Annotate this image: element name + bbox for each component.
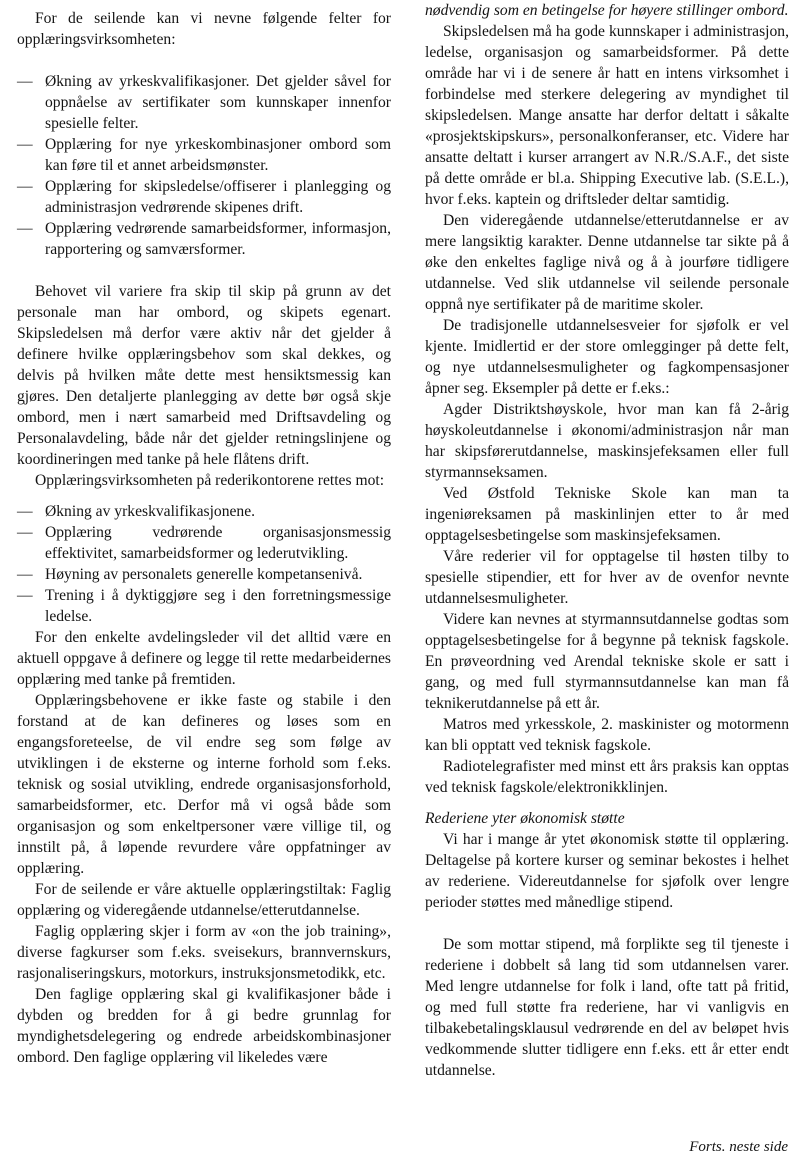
- dash-bullet: —: [17, 136, 33, 153]
- list-item: [17, 501, 391, 522]
- list-item-text: Opplæring vedrørende samarbeidsformer, informasjon, rapportering og samværsformer.: [45, 220, 391, 258]
- paragraph-behovet: Behovet vil variere fra skip til skip på grunn av det personale man har ombord, og skipets egenart. Skipsledelsen må derfor være aktiv når det gjelder å definere hvilke opplæringsbehov som skal dekkes, og delvis på hvilken måte dette mest hensiktsmessig kan gjøres. Den detaljerte planlegging av dette bør også skje ombord, men i nært samarbeid med Driftsavdeling og Personalavdeling, både når det gjelder retningslinjene og koordineringen med tanke på hele flåtens drift.: [17, 283, 391, 468]
- list-item: [17, 585, 391, 627]
- paragraph-stipend: De som mottar stipend, må forplikte seg til tjeneste i rederiene i dobbelt så lang tid som utdannelsen varer. Med lengre utdannelse for folk i land, ofte tatt på fritid, og med full støtte fra rederiene, har vi vanligvis en tilbakebetalingsklausul vedrørende en del av beløpet hvis vedkommende slutter tidligere enn f.eks. ett år etter endt utdannelse.: [425, 936, 789, 1079]
- paragraph-tradisjonelle: De tradisjonelle utdannelsesveier for sjøfolk er vel kjente. Imidlertid er der store omlegginger på dette felt, og nye utdannelsesmuligheter og fagkompensasjoner åpner seg. Eksempler på dette er f.eks.:: [425, 317, 789, 397]
- paragraph-rederikontorene: Opplæringsvirksomheten på rederikontorene rettes mot:: [35, 472, 385, 489]
- list-item-text: Opplæring for skipsledelse/offiserer i planlegging og administrasjon vedrørende skipenes drift.: [45, 178, 391, 216]
- list-item-text: Økning av yrkeskvalifikasjonene.: [45, 503, 256, 520]
- left-column: [17, 0, 391, 1068]
- dash-bullet: —: [17, 220, 33, 237]
- list-item-text: Høyning av personalets generelle kompetansenivå.: [45, 566, 363, 583]
- paragraph-skipsledelsen: Skipsledelsen må ha gode kunnskaper i administrasjon, ledelse, organisasjon og samarbeidsformer. På dette område har vi i de senere år hatt en intens virksomhet i forbindelse med sterkere delegering av myndighet til skipsledelsen. Mange ansatte har derfor deltatt i såkalte «prosjektskipskurs», personalkonferanser, etc. Videre har ansatte deltatt i kurser arrangert av N.R./S.A.F., det siste på dette område er bl.a. Shipping Executive lab. (S.E.L.), hvor f.eks. kaptein og driftsleder deltar samtidig.: [425, 23, 789, 208]
- paragraph-radiotelegrafister: Radiotelegrafister med minst ett års praksis kan opptas ved teknisk fagskole/elektronikklinjen.: [425, 758, 789, 796]
- right-column: [425, 0, 789, 1081]
- paragraph-ostfold: Ved Østfold Tekniske Skole kan man ta ingeniøreksamen på maskinlinjen etter to år med opptagelsesbetingelse som maskinsjefeksamen.: [425, 485, 789, 544]
- dash-bullet: —: [17, 503, 33, 520]
- paragraph-matros: Matros med yrkesskole, 2. maskinister og motormenn kan bli opptatt ved teknisk fagskole.: [425, 716, 789, 754]
- dash-bullet: —: [17, 178, 33, 195]
- dash-bullet: —: [17, 566, 33, 583]
- dash-bullet: —: [17, 587, 33, 604]
- paragraph-styrmann: Videre kan nevnes at styrmannsutdannelse godtas som opptagelsesbetingelse for å begynne på teknisk fagskole. En prøveordning ved Arendal tekniske skole er satt i gang, og med full styrmannsutdannelse kan man få teknikerutdannelse på ett år.: [425, 611, 789, 712]
- paragraph-tiltak: For de seilende er våre aktuelle opplæringstiltak: Faglig opplæring og videregående utdannelse/etterutdannelse.: [17, 881, 391, 919]
- list-item-text: Opplæring vedrørende organisasjonsmessig effektivitet, samarbeidsformer og lederutvikling.: [45, 524, 391, 562]
- list-item-text: Trening i å dyktiggjøre seg i den forretningsmessige ledelse.: [45, 587, 391, 625]
- list-item: [17, 218, 391, 260]
- paragraph-kvalifikasjoner: Den faglige opplæring skal gi kvalifikasjoner både i dybden og bredden for å gi bedre grunnlag for myndighetsdelegering og endrede arbeidskombinasjoner ombord. Den faglige opplæring vil likeledes være: [17, 986, 391, 1066]
- list-item: [17, 134, 391, 176]
- paragraph-faglig: Faglig opplæring skjer i form av «on the job training», diverse fagkurser som f.eks. sveisekurs, brannvernskurs, rasjonaliseringskurs, motorkurs, instruksjonsmetodikk, etc.: [17, 923, 391, 982]
- paragraph-stipendier: Våre rederier vil for opptagelse til høsten tilby to spesielle stipendier, ett for hver av de ovenfor nevnte utdannelsesmuligheter.: [425, 548, 789, 607]
- dash-bullet: —: [17, 524, 33, 541]
- paragraph-avdelingsleder: For den enkelte avdelingsleder vil det alltid være en aktuell oppgave å definere og legge til rette medarbeidernes opplæring med tanke på fremtiden.: [17, 629, 391, 688]
- paragraph-okonomisk-stotte: Vi har i mange år ytet økonomisk støtte til opplæring. Deltagelse på kortere kurser og seminar bekostes i helhet av rederiene. Videreutdannelse for sjøfolk over lengre perioder støttes med månedlige stipend.: [425, 831, 789, 911]
- paragraph-continuation: nødvendig som en betingelse for høyere stillinger ombord.: [425, 2, 789, 19]
- list-item: [17, 564, 391, 585]
- paragraph-agder: Agder Distriktshøyskole, hvor man kan få 2-årig høyskoleutdannelse i økonomi/administrasjon når man har skipsførerutdannelse, maskinsjefeksamen eller full styrmannseksamen.: [425, 401, 789, 481]
- continued-note: Forts. neste side: [689, 1139, 788, 1155]
- list-item-text: Økning av yrkeskvalifikasjoner. Det gjelder såvel for oppnåelse av sertifikater som kunnskaper innenfor spesielle felter.: [45, 73, 391, 132]
- section-heading: Rederiene yter økonomisk støtte: [425, 810, 625, 827]
- paragraph-videregaende: Den videregående utdannelse/etterutdannelse er av mere langsiktig karakter. Denne utdannelse tar sikte på å øke den enkeltes faglige nivå og å à jourføre tidligere utdannelse. Ved slik utdannelse vil seilende personale oppnå nye sertifikater på de maritime skoler.: [425, 212, 789, 313]
- paragraph-intro: For de seilende kan vi nevne følgende felter for opplæringsvirksomheten:: [17, 10, 391, 48]
- list-item: [17, 176, 391, 218]
- list-item: [17, 522, 391, 564]
- list-item: [17, 71, 391, 134]
- dash-bullet: —: [17, 73, 33, 90]
- paragraph-opplaeringsbehovene: Opplæringsbehovene er ikke faste og stabile i den forstand at de kan defineres og løses som en engangsforeteelse, de vil endre seg som følge av utviklingen i de eksterne og interne forhold som f.eks. teknisk og sosial utvikling, endrede organisasjonsforhold, samarbeidsformer, etc. Derfor må vi også både som organisasjon og som enkeltpersoner være villige til, og innstilt på, å løpende revurdere våre oppfatninger av opplæring.: [17, 692, 391, 877]
- list-item-text: Opplæring for nye yrkeskombinasjoner ombord som kan føre til et annet arbeidsmønster.: [45, 136, 391, 174]
